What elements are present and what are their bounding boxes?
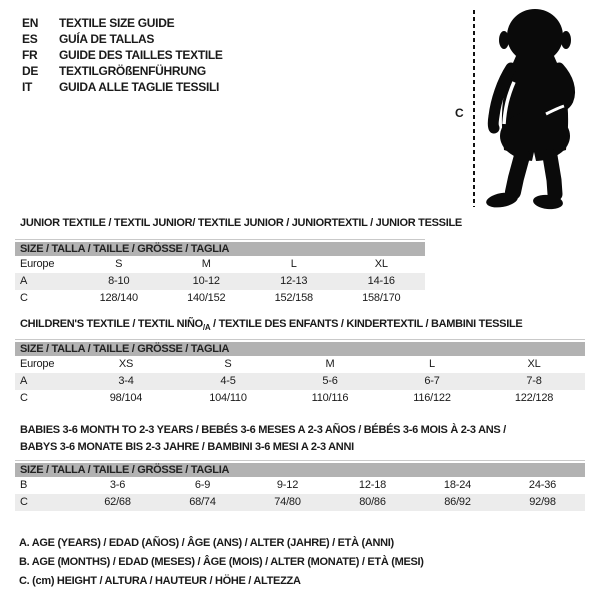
size-cell: 92/98	[529, 496, 556, 508]
size-cell: 158/170	[362, 292, 401, 304]
language-row-de	[22, 63, 223, 79]
row-label: C	[20, 292, 28, 304]
row-label: A	[20, 275, 28, 287]
size-cell: 9-12	[276, 479, 299, 491]
size-cell: S	[115, 258, 123, 270]
language-list	[22, 15, 223, 95]
junior-table	[15, 239, 425, 307]
size-cell: S	[224, 358, 232, 370]
size-header-bar: SIZE / TALLA / TAILLE / GRÖSSE / TAGLIA	[15, 463, 585, 477]
language-code: IT	[22, 80, 33, 94]
table-top-rule	[15, 239, 425, 240]
table-top-rule	[15, 339, 585, 340]
row-label: C	[20, 496, 28, 508]
size-cell: 8-10	[108, 275, 130, 287]
size-cell: M	[325, 358, 335, 370]
table-row	[15, 373, 585, 390]
size-cell: 14-16	[367, 275, 395, 287]
baby-silhouette-icon	[480, 8, 580, 213]
size-cell: XL	[527, 358, 541, 370]
table-row	[15, 494, 585, 511]
size-cell: L	[429, 358, 435, 370]
size-cell: L	[290, 258, 297, 270]
children-table	[15, 339, 585, 407]
children-table-title	[20, 318, 522, 334]
size-cell: M	[201, 258, 211, 270]
row-label: Europe	[20, 358, 55, 370]
language-row-fr	[22, 47, 223, 63]
size-header-bar: SIZE / TALLA / TAILLE / GRÖSSE / TAGLIA	[15, 242, 425, 256]
legend-line-c: C. (cm) HEIGHT / ALTURA / HAUTEUR / HÖHE / ALTEZZA	[19, 575, 301, 587]
size-cell: 104/110	[209, 392, 247, 404]
size-cell: 6-7	[424, 375, 440, 387]
language-code: DE	[22, 64, 39, 78]
table-top-rule	[15, 460, 585, 461]
measure-legend	[19, 534, 424, 591]
children-title-sub: /A	[202, 323, 211, 333]
table-row	[15, 273, 425, 290]
size-cell: 86/92	[444, 496, 471, 508]
language-label: GUÍA DE TALLAS	[59, 32, 155, 46]
children-title-pre: CHILDREN'S TEXTILE / TEXTIL NIÑO	[20, 318, 203, 330]
table-row	[15, 356, 585, 373]
size-cell: 5-6	[322, 375, 338, 387]
size-cell: 4-5	[220, 375, 236, 387]
language-row-es	[22, 31, 223, 47]
babies-table	[15, 460, 585, 511]
legend-line-b: B. AGE (MONTHS) / EDAD (MESES) / ÂGE (MOIS) / ALTER (MONATE) / ETÀ (MESI)	[19, 556, 424, 568]
size-cell: 122/128	[514, 392, 554, 404]
language-label: GUIDA ALLE TAGLIE TESSILI	[59, 80, 220, 94]
size-cell: 6-9	[194, 479, 211, 491]
babies-table-title-line1: BABIES 3-6 MONTH TO 2-3 YEARS / BEBÉS 3-6 MESES A 2-3 AÑOS / BÉBÉS 3-6 MOIS À 2-3 ANS /	[20, 424, 506, 436]
babies-table-title-line2: BABYS 3-6 MONATE BIS 2-3 JAHRE / BAMBINI 3-6 MESI A 2-3 ANNI	[20, 441, 354, 453]
size-cell: 7-8	[526, 375, 542, 387]
size-cell: 110/116	[311, 392, 349, 404]
size-header-bar: SIZE / TALLA / TAILLE / GRÖSSE / TAGLIA	[15, 342, 585, 356]
row-label: B	[20, 479, 28, 491]
size-cell: 98/104	[109, 392, 143, 404]
language-label: TEXTILGRÖßENFÜHRUNG	[59, 64, 206, 78]
junior-table-title: JUNIOR TEXTILE / TEXTIL JUNIOR/ TEXTILE JUNIOR / JUNIORTEXTIL / JUNIOR TESSILE	[20, 217, 462, 229]
language-row-it	[22, 79, 223, 95]
size-cell: 3-6	[109, 479, 126, 491]
height-measure-line	[473, 10, 475, 207]
size-cell: 18-24	[443, 479, 472, 491]
size-cell: 10-12	[192, 275, 220, 287]
table-row	[15, 477, 585, 494]
size-cell: 140/152	[187, 292, 226, 304]
size-cell: 80/86	[359, 496, 386, 508]
row-label: Europe	[20, 258, 55, 270]
language-row-en	[22, 15, 223, 31]
language-code: EN	[22, 16, 39, 30]
size-cell: 152/158	[274, 292, 313, 304]
height-measure-label: C	[455, 106, 464, 120]
size-cell: 12-18	[358, 479, 387, 491]
size-cell: 116/122	[413, 392, 451, 404]
size-cell: 68/74	[189, 496, 216, 508]
row-label: C	[20, 392, 28, 404]
language-code: ES	[22, 32, 38, 46]
size-cell: 128/140	[99, 292, 138, 304]
language-code: FR	[22, 48, 38, 62]
children-title-post: / TEXTILE DES ENFANTS / KINDERTEXTIL / BAMBINI TESSILE	[210, 318, 523, 330]
size-cell: 12-13	[280, 275, 308, 287]
size-cell: 74/80	[274, 496, 301, 508]
size-cell: XL	[374, 258, 388, 270]
row-label: A	[20, 375, 28, 387]
size-cell: XS	[118, 358, 134, 370]
table-row	[15, 290, 425, 307]
table-row	[15, 256, 425, 273]
language-label: TEXTILE SIZE GUIDE	[59, 16, 175, 30]
size-cell: 3-4	[118, 375, 134, 387]
table-row	[15, 390, 585, 407]
legend-line-a: A. AGE (YEARS) / EDAD (AÑOS) / ÂGE (ANS) / ALTER (JAHRE) / ETÀ (ANNI)	[19, 537, 394, 549]
size-cell: 62/68	[104, 496, 131, 508]
language-label: GUIDE DES TAILLES TEXTILE	[59, 48, 223, 62]
size-cell: 24-36	[528, 479, 557, 491]
